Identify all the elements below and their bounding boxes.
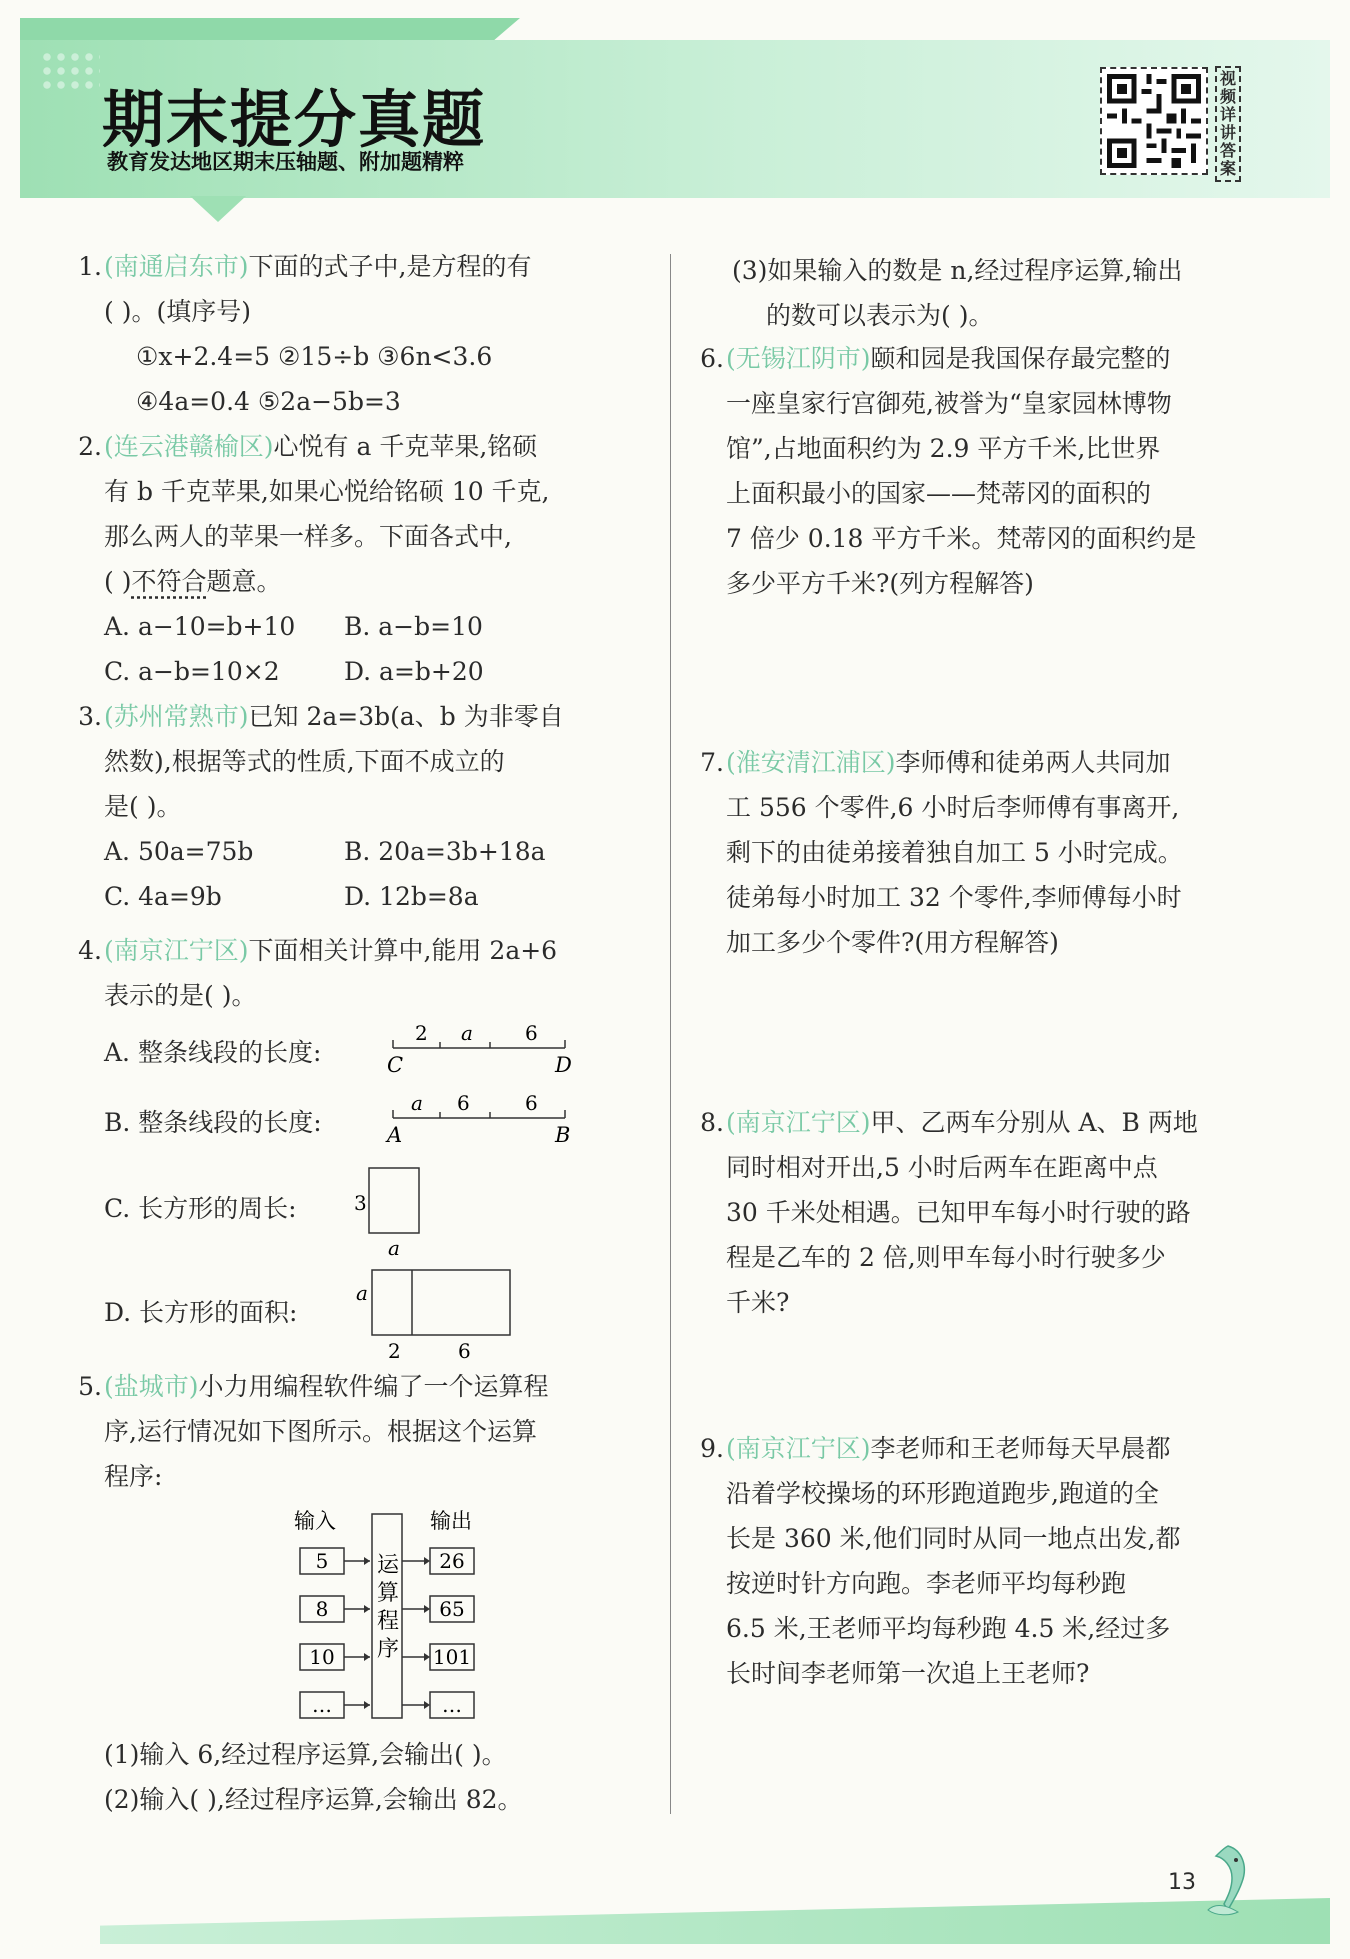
- q5-output-value: 101: [432, 1645, 472, 1669]
- question-7: [692, 740, 1252, 965]
- dolphin-icon: [1198, 1840, 1258, 1920]
- header-pointer-decoration: [190, 196, 246, 222]
- q1-line1: 下面的式子中,是方程的有: [248, 252, 532, 281]
- q9-line1: 李老师和王老师每天早晨都: [870, 1434, 1171, 1463]
- q6-line4: 上面积最小的国家——梵蒂冈的面积的: [726, 479, 1152, 508]
- q2-line4-end: 题意。: [206, 567, 282, 596]
- question-1: [70, 244, 660, 424]
- page-number: 13: [1168, 1870, 1196, 1895]
- q4-segment-b: [385, 1090, 585, 1150]
- q4-line2: 表示的是( )。: [104, 981, 257, 1010]
- q8-line2: 同时相对开出,5 小时后两车在距离中点: [726, 1153, 1158, 1182]
- q5-input-arrowhead: [364, 1701, 370, 1709]
- q5-input-arrowhead: [364, 1557, 370, 1565]
- q5-output-arrowhead: [424, 1653, 430, 1661]
- q2-line2: 有 b 千克苹果,如果心悦给铭硕 10 千克,: [104, 477, 550, 506]
- q4-b-seg-1: a: [411, 1091, 423, 1115]
- question-8: [692, 1100, 1252, 1325]
- qr-code-icon[interactable]: [1100, 67, 1208, 175]
- q6-line6: 多少平方千米?(列方程解答): [726, 569, 1034, 598]
- footer-band: [100, 1898, 1330, 1944]
- q4-b-seg-3: 6: [525, 1091, 538, 1115]
- q9-line6: 长时间李老师第一次追上王老师?: [726, 1659, 1090, 1688]
- q6-line3: 馆”,占地面积约为 2.9 平方千米,比世界: [726, 434, 1161, 463]
- q4-d-bottom-1: 2: [388, 1339, 401, 1363]
- q5-number: 5.: [78, 1372, 102, 1401]
- q4-a-seg-2: a: [461, 1021, 473, 1045]
- q5-sub2: (2)输入( ),经过程序运算,会输出 82。: [104, 1785, 523, 1814]
- q3-line2: 然数),根据等式的性质,下面不成立的: [104, 747, 505, 776]
- q9-number: 9.: [700, 1434, 724, 1463]
- q2-line1: 心悦有 a 千克苹果,铭硕: [273, 432, 538, 461]
- q4-d-bottom-2: 6: [458, 1339, 471, 1363]
- q5-sub1: (1)输入 6,经过程序运算,会输出( )。: [104, 1740, 507, 1769]
- q7-line4: 徒弟每小时加工 32 个零件,李师傅每小时: [726, 883, 1182, 912]
- q4-a-seg-3: 6: [525, 1021, 538, 1045]
- q3-option-c: C. 4a=9b: [104, 882, 222, 911]
- q4-d-side: a: [356, 1281, 368, 1305]
- q5-input-value: …: [312, 1693, 332, 1717]
- q9-line2: 沿着学校操场的环形跑道跑步,跑道的全: [726, 1479, 1159, 1508]
- q4-line1: 下面相关计算中,能用 2a+6: [248, 936, 558, 965]
- q4-c-side: 3: [354, 1191, 367, 1215]
- q8-line5: 千米?: [726, 1288, 790, 1317]
- q5-input-arrowhead: [364, 1653, 370, 1661]
- q1-source: (南通启东市): [104, 252, 249, 281]
- q4-option-c: [104, 1186, 297, 1231]
- q5-subs-left: [104, 1732, 674, 1822]
- q5-input-value: 10: [309, 1645, 335, 1669]
- q5-line2: 序,运行情况如下图所示。根据这个运算: [104, 1417, 537, 1446]
- q6-line5: 7 倍少 0.18 平方千米。梵蒂冈的面积约是: [726, 524, 1197, 553]
- q5-box-char-4: 序: [377, 1637, 400, 1662]
- q4-a-end-c: C: [387, 1053, 404, 1077]
- q7-line3: 剩下的由徒弟接着独自加工 5 小时完成。: [726, 838, 1183, 867]
- q5-input-value: 5: [315, 1549, 329, 1573]
- qr-label: 视频详讲答案: [1215, 66, 1241, 182]
- q9-line5: 6.5 米,王老师平均每秒跑 4.5 米,经过多: [726, 1614, 1171, 1643]
- q6-number: 6.: [700, 344, 724, 373]
- q1-number: 1.: [78, 252, 102, 281]
- q5-output-value: 65: [439, 1597, 465, 1621]
- q4-rectangle-d: [350, 1260, 520, 1370]
- q9-line4: 按逆时针方向跑。李老师平均每秒跑: [726, 1569, 1127, 1598]
- q4-b-end-a: A: [387, 1123, 403, 1147]
- q7-line1: 李师傅和徒弟两人共同加: [895, 748, 1171, 777]
- q2-option-b: B. a−b=10: [344, 612, 483, 641]
- q5-box-char-2: 算: [377, 1581, 400, 1606]
- q6-line2: 一座皇家行宫御苑,被誉为“皇家园林博物: [726, 389, 1172, 418]
- q1-line2: ( )。(填序号): [104, 297, 251, 326]
- header-dots-decoration: [40, 50, 100, 90]
- q4-option-a: [104, 1030, 321, 1075]
- question-9: [692, 1426, 1252, 1696]
- q3-option-d: D. 12b=8a: [344, 882, 479, 911]
- q5-box-char-3: 程: [377, 1609, 400, 1634]
- page-subtitle: 教育发达地区期末压轴题、附加题精粹: [107, 150, 464, 174]
- q6-source: (无锡江阴市): [726, 344, 871, 373]
- q6-line1: 颐和园是我国保存最完整的: [870, 344, 1171, 373]
- column-divider: [670, 254, 671, 1814]
- q4-option-c-label: C. 长方形的周长:: [104, 1194, 297, 1223]
- q2-number: 2.: [78, 432, 102, 461]
- q3-line1: 已知 2a=3b(a、b 为非零自: [248, 702, 564, 731]
- q2-blank: ( ): [104, 567, 132, 596]
- q2-option-d: D. a=b+20: [344, 657, 484, 686]
- q2-source: (连云港赣榆区): [104, 432, 274, 461]
- question-2: [70, 424, 660, 694]
- q4-rectangle-c: [350, 1160, 430, 1260]
- q3-line3: 是( )。: [104, 792, 182, 821]
- page-title: 期末提分真题: [102, 83, 487, 156]
- q8-line3: 30 千米处相遇。已知甲车每小时行驶的路: [726, 1198, 1191, 1227]
- q4-option-d-label: D. 长方形的面积:: [104, 1298, 298, 1327]
- q4-option-d: [104, 1290, 297, 1335]
- q5-sub3-line1: (3)如果输入的数是 n,经过程序运算,输出: [732, 256, 1183, 285]
- q8-line4: 程是乙车的 2 倍,则甲车每小时行驶多少: [726, 1243, 1166, 1272]
- q5-line1: 小力用编程软件编了一个运算程: [198, 1372, 549, 1401]
- q5-output-value: …: [442, 1693, 462, 1717]
- q8-source: (南京江宁区): [726, 1108, 871, 1137]
- q4-option-a-label: A. 整条线段的长度:: [104, 1038, 322, 1067]
- q5-input-value: 8: [315, 1597, 329, 1621]
- q2-line3: 那么两人的苹果一样多。下面各式中,: [104, 522, 512, 551]
- q3-number: 3.: [78, 702, 102, 731]
- q4-a-seg-1: 2: [415, 1021, 428, 1045]
- q5-sub3: [732, 248, 1252, 338]
- q7-line2: 工 556 个零件,6 小时后李师傅有事离开,: [726, 793, 1180, 822]
- q1-options-1: ①x+2.4=5 ②15÷b ③6n<3.6: [136, 342, 493, 371]
- q4-source: (南京江宁区): [104, 936, 249, 965]
- q4-segment-a: [385, 1020, 585, 1080]
- q5-output-label: 输出: [430, 1509, 472, 1533]
- q5-source: (盐城市): [104, 1372, 199, 1401]
- q4-b-seg-2: 6: [457, 1091, 470, 1115]
- q3-option-a: A. 50a=75b: [104, 837, 254, 866]
- q5-output-arrowhead: [424, 1605, 430, 1613]
- q7-line5: 加工多少个零件?(用方程解答): [726, 928, 1059, 957]
- q9-source: (南京江宁区): [726, 1434, 871, 1463]
- q3-source: (苏州常熟市): [104, 702, 249, 731]
- q4-a-end-d: D: [555, 1053, 572, 1077]
- q5-input-label: 输入: [294, 1509, 336, 1533]
- q4-b-end-b: B: [555, 1123, 571, 1147]
- q1-options-2: ④4a=0.4 ⑤2a−5b=3: [136, 387, 401, 416]
- q5-sub3-line2: 的数可以表示为( )。: [766, 301, 994, 330]
- q4-option-b-label: B. 整条线段的长度:: [104, 1108, 322, 1137]
- q5-line3: 程序:: [104, 1462, 163, 1491]
- q2-option-a: A. a−10=b+10: [104, 612, 296, 641]
- q4-c-bottom: a: [388, 1236, 400, 1260]
- q8-line1: 甲、乙两车分别从 A、B 两地: [870, 1108, 1198, 1137]
- question-4: [70, 928, 660, 1018]
- q2-emphasis: 不符合: [131, 567, 207, 596]
- q5-output-value: 26: [439, 1549, 465, 1573]
- q9-line3: 长是 360 米,他们同时从同一地点出发,都: [726, 1524, 1181, 1553]
- q2-option-c: C. a−b=10×2: [104, 657, 280, 686]
- q4-option-b: [104, 1100, 322, 1145]
- q5-output-arrowhead: [424, 1557, 430, 1565]
- question-3: [70, 694, 660, 919]
- q4-number: 4.: [78, 936, 102, 965]
- question-6: [692, 336, 1252, 606]
- q7-number: 7.: [700, 748, 724, 777]
- q7-source: (淮安清江浦区): [726, 748, 896, 777]
- q8-number: 8.: [700, 1108, 724, 1137]
- q5-program-diagram: [290, 1500, 510, 1730]
- question-5: [70, 1364, 660, 1499]
- q3-option-b: B. 20a=3b+18a: [344, 837, 546, 866]
- q5-output-arrowhead: [424, 1701, 430, 1709]
- q5-box-char-1: 运: [377, 1553, 400, 1578]
- q5-input-arrowhead: [364, 1605, 370, 1613]
